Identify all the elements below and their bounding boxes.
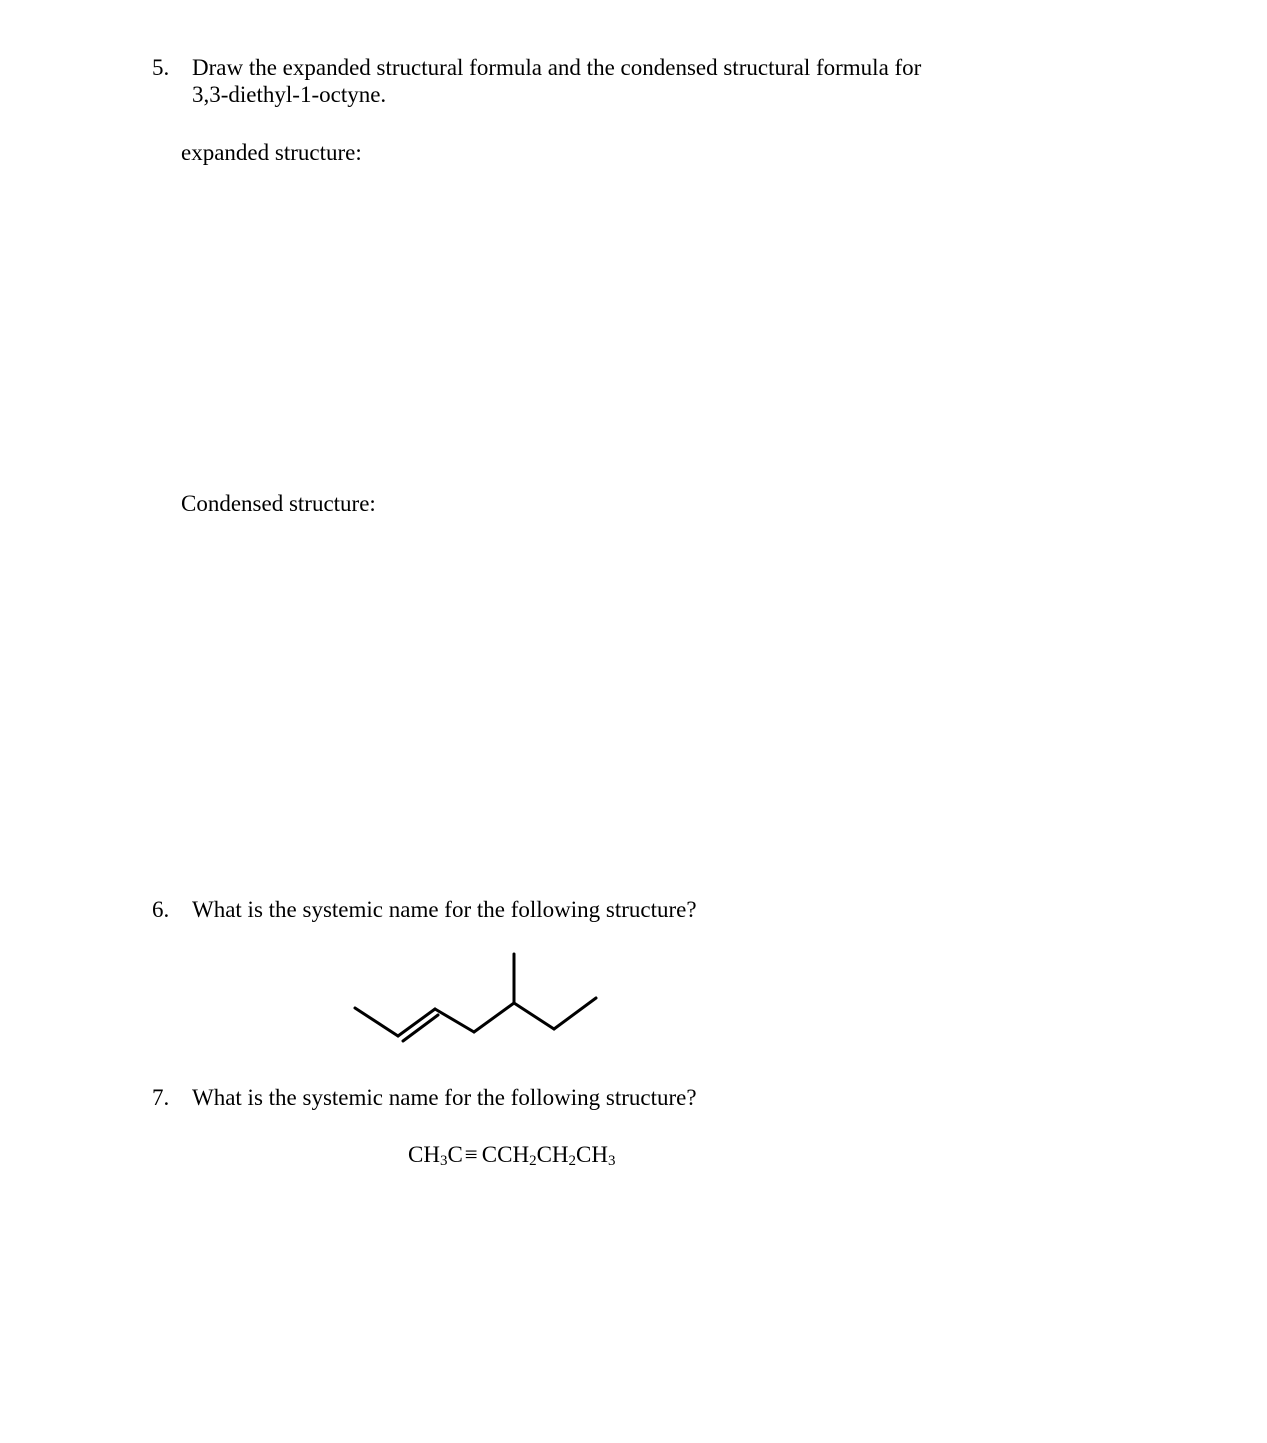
condensed-structure-label: Condensed structure: <box>181 491 376 516</box>
formula-subscript: 2 <box>529 1153 537 1169</box>
question-5-text-line1: Draw the expanded structural formula and the condensed structural formula for <box>192 55 922 80</box>
formula-part: CH <box>408 1142 440 1167</box>
formula-part: CH <box>536 1142 569 1167</box>
expanded-structure-label: expanded structure: <box>181 140 362 165</box>
condensed-formula <box>408 1141 615 1168</box>
skeletal-formula-alkene-icon <box>340 945 610 1050</box>
bond-c5-c6 <box>514 1003 554 1029</box>
formula-part: C <box>447 1142 463 1167</box>
question-5-number: 5. <box>152 55 170 80</box>
formula-subscript: 2 <box>568 1153 577 1169</box>
formula-part: CCH <box>481 1142 530 1167</box>
formula-part: CH <box>576 1142 608 1167</box>
bond-c6-c7 <box>554 998 596 1029</box>
formula-subscript: 3 <box>607 1153 616 1169</box>
question-7-number: 7. <box>152 1085 170 1110</box>
question-7-text: What is the systemic name for the following structure? <box>192 1085 697 1110</box>
question-6-number: 6. <box>152 897 170 922</box>
question-5-text-line2: 3,3-diethyl-1-octyne. <box>192 82 387 107</box>
bond-c1-c2 <box>355 1008 398 1036</box>
question-6-text: What is the systemic name for the following structure? <box>192 897 697 922</box>
bond-c4-c5 <box>474 1003 514 1032</box>
triple-bond-symbol: ≡ <box>464 1142 478 1167</box>
formula-subscript: 3 <box>439 1153 448 1169</box>
bond-c3-c4 <box>435 1009 474 1032</box>
